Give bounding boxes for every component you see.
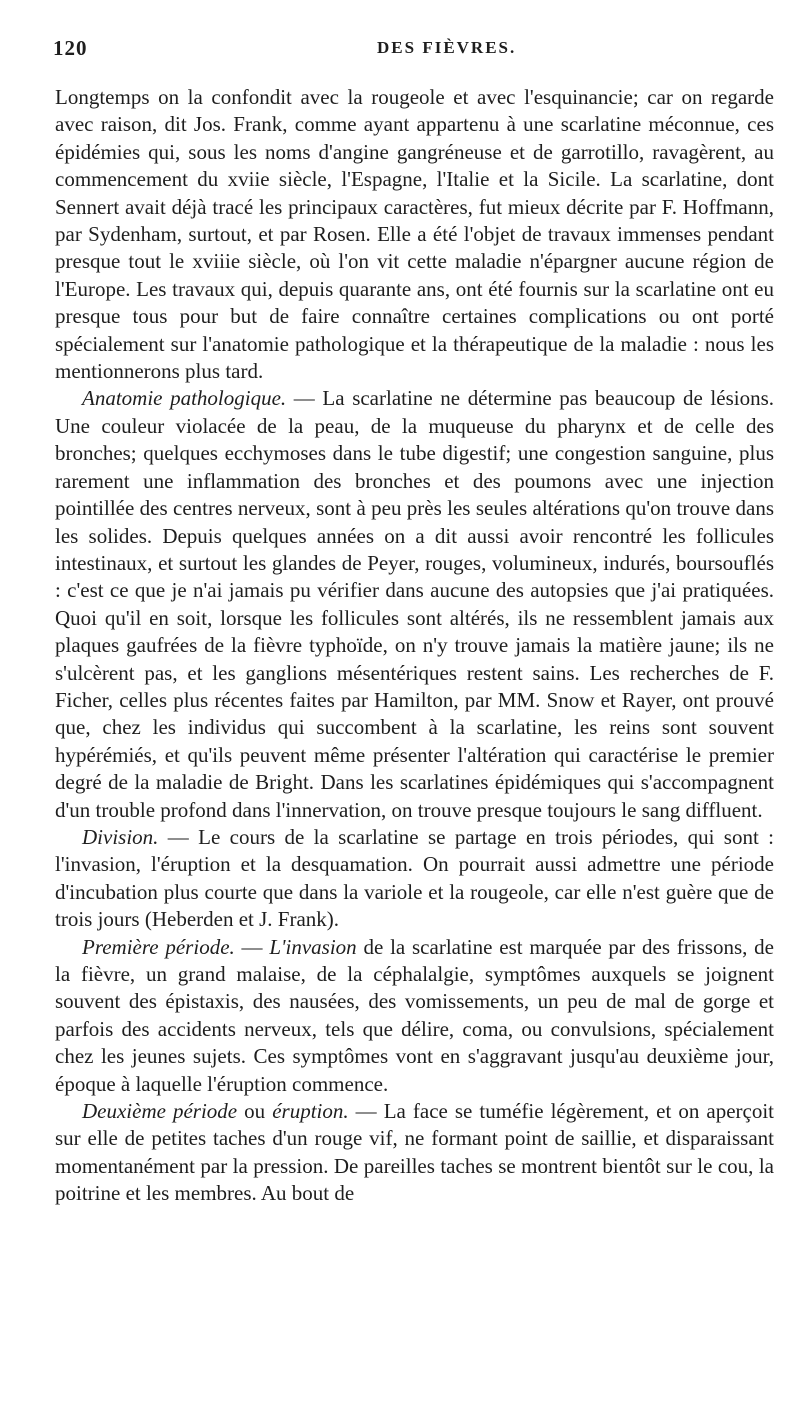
page-header	[55, 30, 774, 60]
running-title: DES FIÈVRES.	[377, 38, 517, 57]
section-heading-division: Division.	[82, 824, 159, 849]
paragraph-deuxieme-periode	[55, 1098, 774, 1208]
term-invasion: L'invasion	[269, 934, 357, 959]
paragraph-history: Longtemps on la confondit avec la rougeole et avec l'esquinancie; car on regarde avec raison, dit Jos. Frank, comme ayant appartenu à une scarlatine méconnue, ces épidémies qui, sous les noms d'angine gangréneuse et de garrotillo, ravagèrent, au commencement du xviie siècle, l'Espagne, l'Italie et la Sicile. La scarlatine, dont Sennert avait déjà tracé les principaux caractères, fut mieux décrite par F. Hoffmann, par Sydenham, surtout, et par Rosen. Elle a été l'objet de travaux immenses pendant presque tout le xviiie siècle, où l'on vit cette maladie n'épargner aucune région de l'Europe. Les travaux qui, depuis quarante ans, ont été fournis sur la scarlatine ont eu presque tous pour but de faire connaître certaines complications ou ont porté spécialement sur l'anatomie pathologique et la thérapeutique de la maladie : nous les mentionnerons plus tard.	[55, 85, 774, 384]
paragraph-deuxieme-text: — La face se tuméfie légèrement, et on aperçoit sur elle de petites taches d'un rouge vif, ne formant point de saillie, et disparaissant momentanément par la pression. De pareilles taches se montrent bientôt sur le cou, la poitrine et les membres. Au bout de	[55, 1099, 775, 1206]
paragraph-anatomie-text: — La scarlatine ne détermine pas beaucoup de lésions. Une couleur violacée de la peau, de la muqueuse du pharynx et de celle des bronches; quelques ecchymoses dans le tube digestif; une congestion sanguine, plus rarement une inflammation des bronches et des poumons avec une injection pointillée des centres nerveux, sont à peu près les seules altérations qu'on trouve dans les solides. Depuis quelques années on a dit aussi avoir rencontré les follicules intestinaux, et surtout les glandes de Peyer, rouges, volumineux, indurés, boursouflés : c'est ce que je n'ai jamais pu vérifier dans aucune des autopsies que j'ai pratiquées. Quoi qu'il en soit, lorsque les follicules sont altérés, ils ne ressemblent jamais aux plaques gaufrées de la fièvre typhoïde, on n'y trouve jamais la matière jaune; ils ne s'ulcèrent pas, et les ganglions mésentériques restent sains. Les recherches de F. Ficher, celles plus récentes faites par Hamilton, par MM. Snow et Rayer, ont prouvé que, chez les individus qui succombent à la scarlatine, les reins sont souvent hypérémiés, et qu'ils peuvent même présenter l'altération qui caractérise le premier degré de la maladie de Bright. Dans les scarlatines épidémiques qui s'accompagnent d'un trouble profond dans l'innervation, on trouve presque toujours le sang diffluent.	[55, 386, 774, 822]
paragraph-premiere-periode	[55, 934, 774, 1098]
paragraph-division	[55, 824, 774, 934]
dash: —	[234, 934, 270, 959]
page-number: 120	[53, 36, 88, 60]
term-eruption: éruption.	[272, 1099, 349, 1124]
section-heading-anatomie: Anatomie pathologique.	[82, 386, 287, 411]
section-heading-deuxieme: Deuxième période	[82, 1099, 238, 1124]
paragraph-anatomie	[55, 385, 774, 824]
paragraph-division-text: — Le cours de la scarlatine se partage en trois périodes, qui sont : l'invasion, l'éruption et la desquamation. On pourrait aussi admettre une période d'incubation plus courte que dans la variole et la rougeole, car elle n'est guère que de trois jours (Heberden et J. Frank).	[55, 824, 774, 932]
paragraph-premiere-text: de la scarlatine est marquée par des frissons, de la fièvre, un grand malaise, de la céphalalgie, symptômes auxquels se joignent souvent des épistaxis, des nausées, des vomissements, un peu de mal de gorge et parfois des accidents nerveux, tels que délire, coma, ou convulsions, spécialement chez les jeunes sujets. Ces symptômes vont en s'aggravant jusqu'au deuxième jour, époque à laquelle l'éruption commence.	[55, 934, 775, 1096]
conjunction-ou: ou	[237, 1099, 273, 1124]
body-text	[55, 84, 774, 1208]
section-heading-premiere: Première période.	[82, 934, 235, 959]
